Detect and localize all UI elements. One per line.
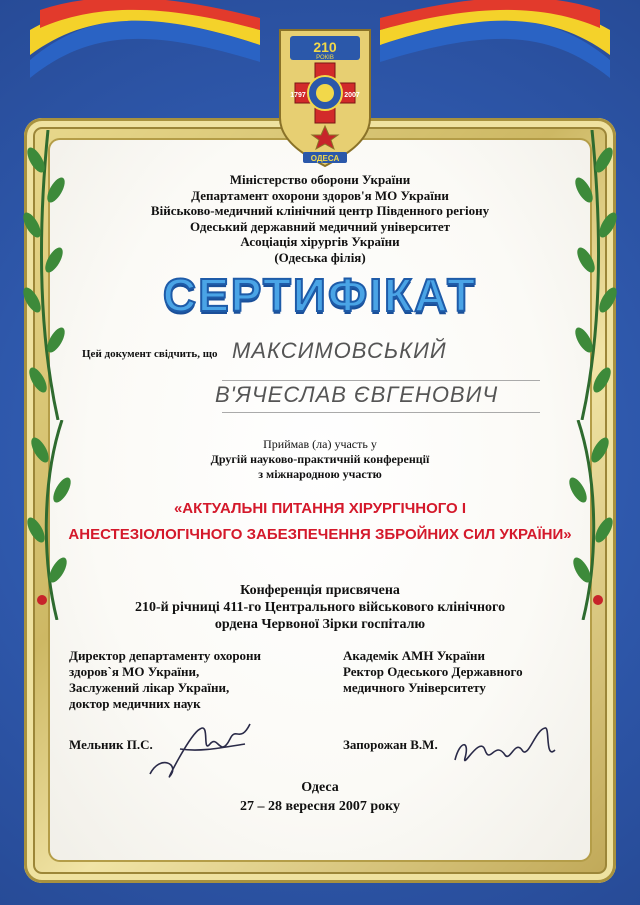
emblem-city: ОДЕСА bbox=[310, 154, 340, 163]
conference-title bbox=[0, 496, 640, 548]
recipient-given-names: В'ЯЧЕСЛАВ ЄВГЕНОВИЧ bbox=[215, 382, 499, 407]
dedication-line-2: 210-й річниці 411-го Центрального військового клінічного bbox=[134, 600, 506, 615]
certifies-label: Цей документ свідчить, що bbox=[82, 348, 218, 360]
signature-right bbox=[450, 720, 560, 780]
ribbon-right-decoration bbox=[380, 0, 610, 90]
signatory-left-line-1: Директор департаменту охорони bbox=[69, 648, 262, 663]
header-line-2: Департамент охорони здоров'я МО України bbox=[191, 187, 449, 203]
header-line-5: Асоціація хірургів України bbox=[240, 234, 400, 249]
event-date: 27 – 28 вересня 2007 року bbox=[240, 799, 400, 814]
certificate-title: СЕРТИФІКАТ bbox=[162, 269, 478, 321]
signatory-left-name: Мельник П.С. bbox=[69, 737, 153, 752]
conference-title-line-1: «АКТУАЛЬНІ ПИТАННЯ ХІРУРГІЧНОГО І bbox=[173, 500, 467, 517]
hospital-emblem bbox=[270, 18, 380, 168]
header-line-4: Одеський державний медичний університет bbox=[189, 218, 451, 234]
signatory-right-line-3: медичного Університету bbox=[343, 680, 486, 695]
participation-line-3: з міжнародною участю bbox=[258, 467, 382, 481]
conference-title-line-2: АНЕСТЕЗІОЛОГІЧНОГО ЗАБЕЗПЕЧЕННЯ ЗБРОЙНИХ СИЛ УКРАЇНИ» bbox=[68, 526, 572, 543]
signatory-right-line-2: Ректор Одеського Державного bbox=[343, 664, 523, 679]
emblem-year-right: 2007 bbox=[344, 92, 360, 99]
ribbon-left-decoration bbox=[30, 0, 260, 90]
signatory-left-line-4: доктор медичних наук bbox=[69, 696, 201, 711]
signature-left bbox=[140, 714, 260, 784]
name-underline-1 bbox=[222, 380, 540, 381]
name-underline-2 bbox=[222, 412, 540, 413]
issuing-organizations bbox=[0, 172, 640, 265]
signatory-left-title bbox=[69, 648, 261, 712]
participation-text bbox=[0, 437, 640, 482]
participation-line-1: Приймав (ла) участь у bbox=[263, 437, 377, 451]
header-line-1: Міністерство оборони України bbox=[229, 172, 411, 187]
dedication-line-3: ордена Червоної Зірки госпіталю bbox=[214, 617, 426, 632]
header-line-3: Військово-медичний клінічний центр Південного регіону bbox=[150, 203, 490, 218]
header-line-6: (Одеська філія) bbox=[274, 249, 366, 265]
dedication-line-1: Конференція присвячена bbox=[240, 583, 400, 598]
participation-line-2: Другій науково-практичній конференції bbox=[210, 452, 430, 466]
signatory-right-title bbox=[343, 648, 523, 696]
dedication-text bbox=[0, 582, 640, 633]
emblem-top-number: 210 bbox=[313, 39, 337, 55]
recipient-surname: МАКСИМОВСЬКИЙ bbox=[232, 338, 447, 363]
place-city: Одеса bbox=[301, 780, 339, 795]
signatory-left-line-3: Заслужений лікар України, bbox=[69, 680, 230, 695]
signatory-right-line-1: Академік АМН України bbox=[343, 648, 486, 663]
signatory-left-line-2: здоров`я МО України, bbox=[69, 664, 200, 679]
emblem-top-word: РОКІВ bbox=[316, 55, 334, 61]
emblem-year-left: 1797 bbox=[290, 92, 306, 99]
signatory-right-name: Запорожан В.М. bbox=[343, 737, 438, 752]
place-and-date bbox=[0, 778, 640, 816]
